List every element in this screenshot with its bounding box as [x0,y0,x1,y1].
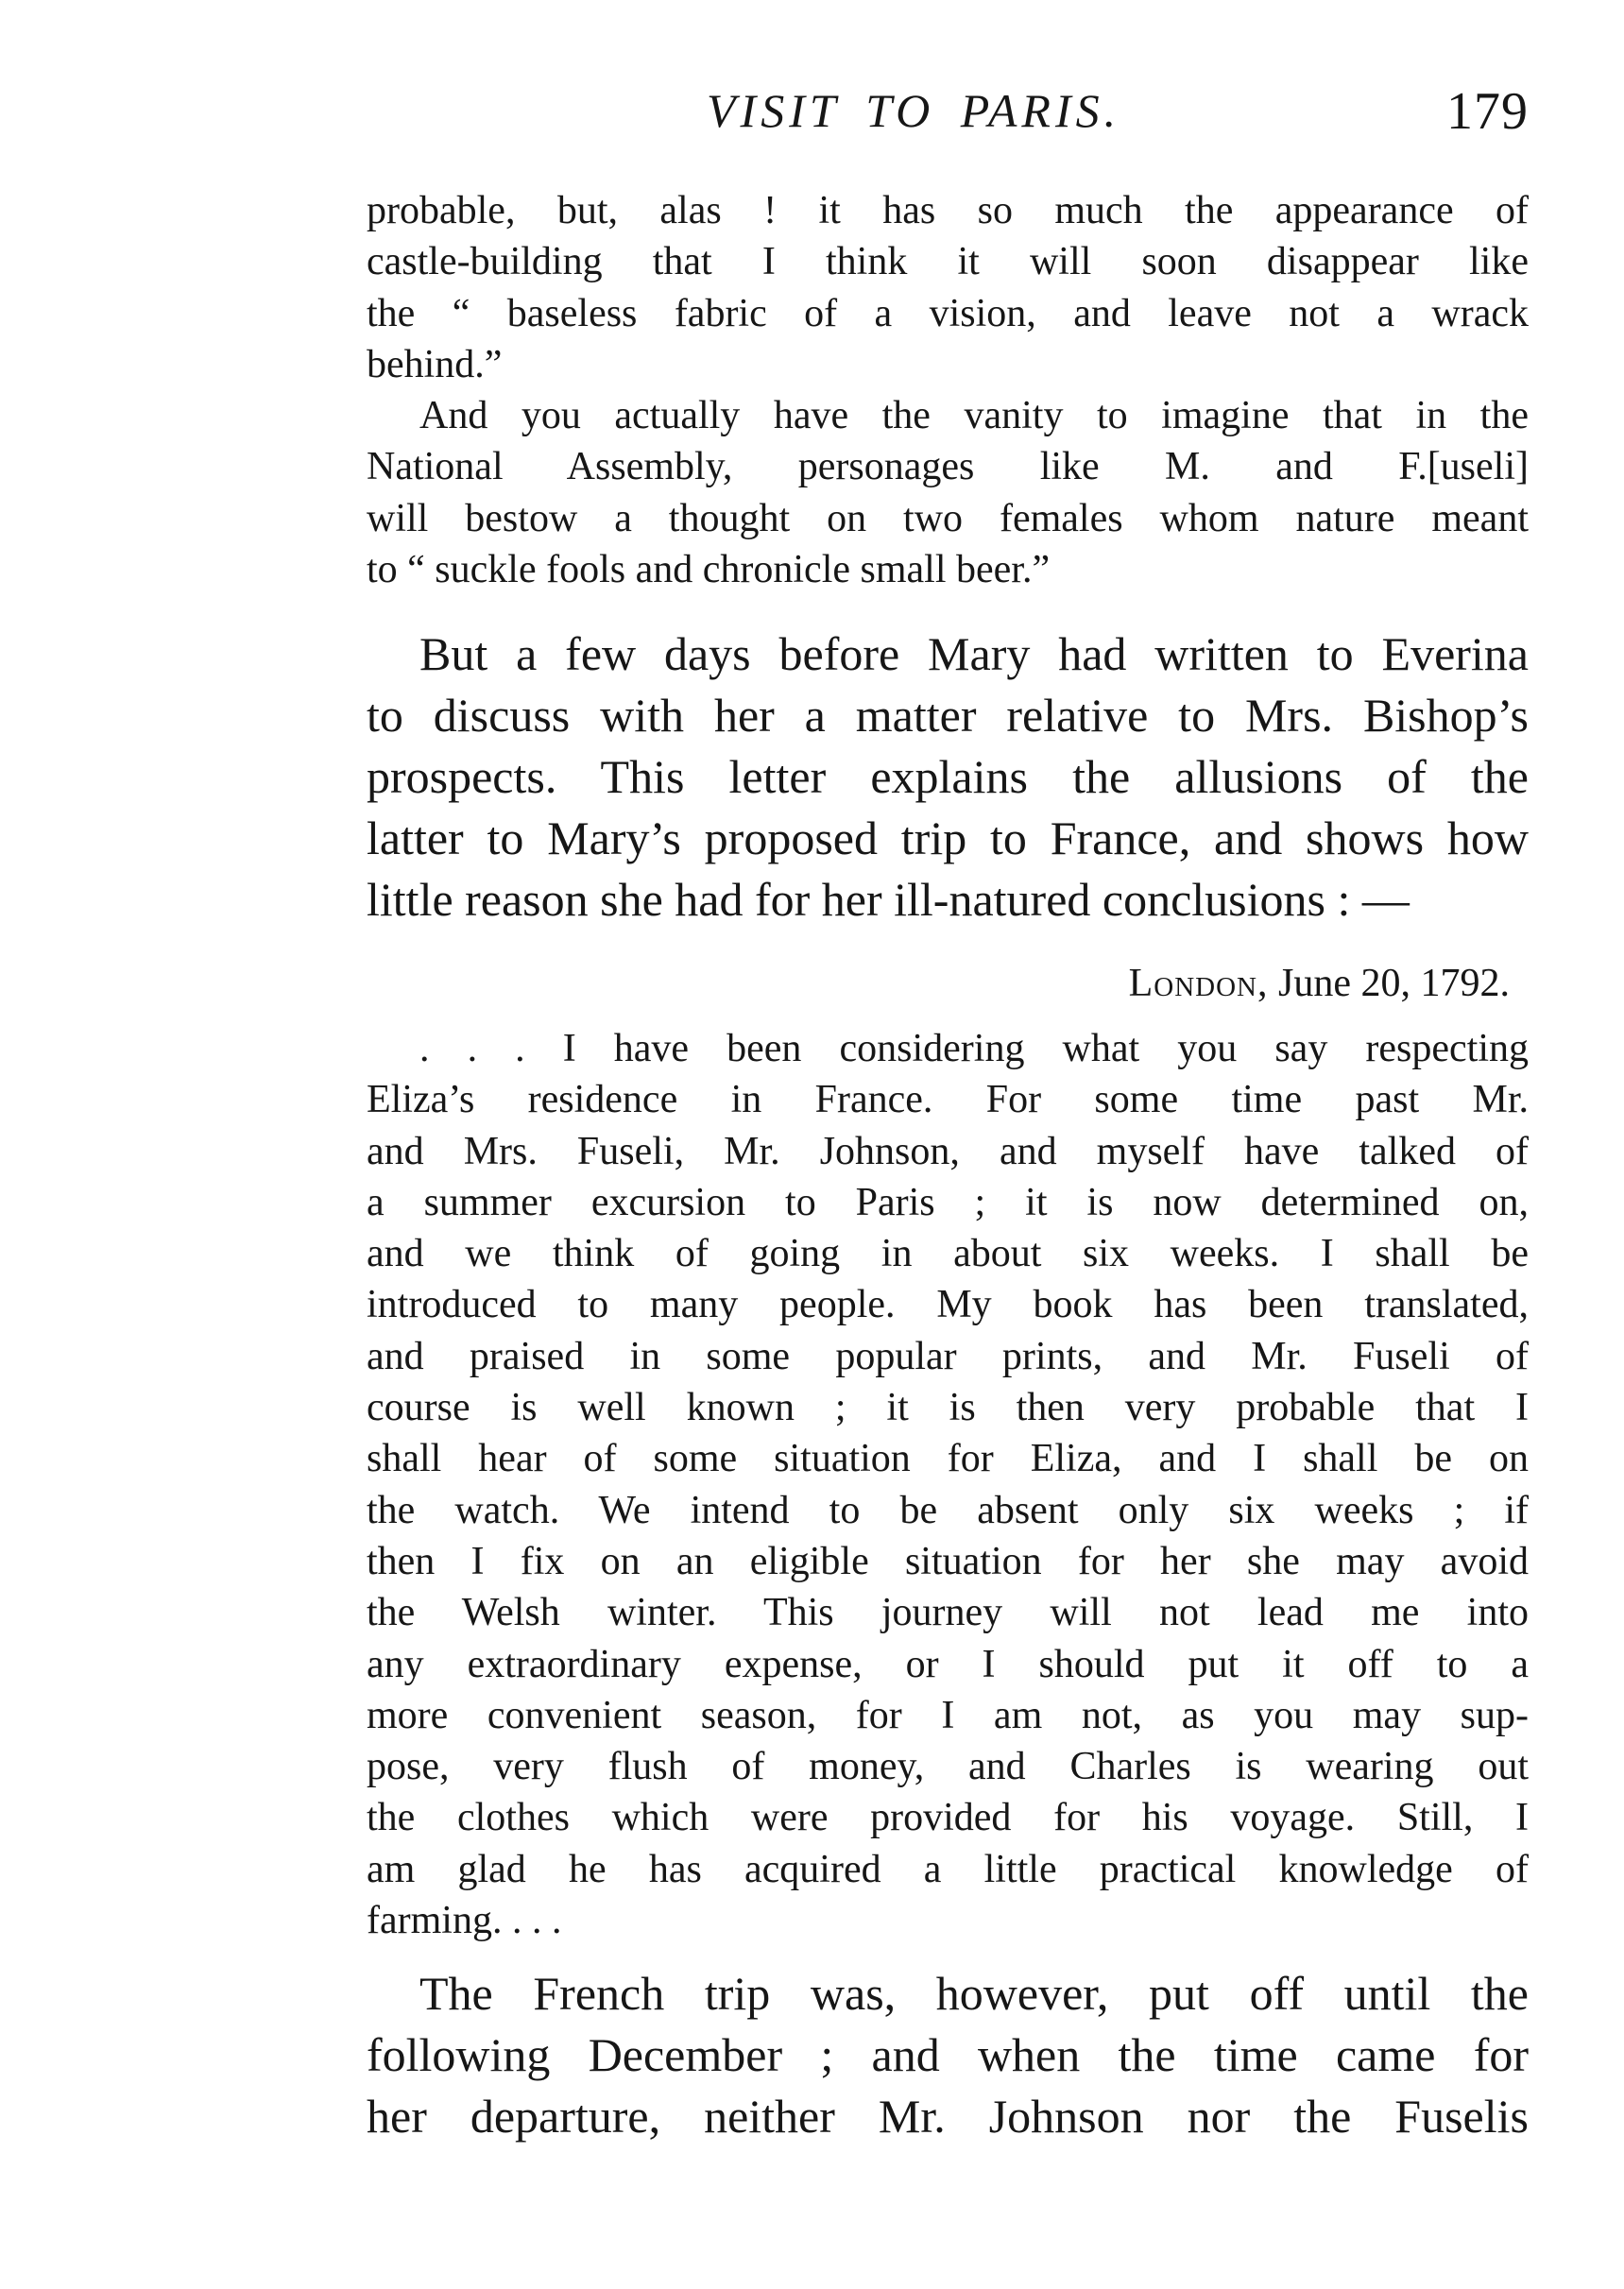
text-line: will bestow a thought on two females whom nature meant [367,496,1529,540]
page-header [367,83,1529,159]
text-line: little reason she had for her ill-natured conclusions : — [367,873,1410,926]
dateline-date: June 20, 1792. [1278,962,1510,1005]
letter-excerpt [367,1023,1529,1946]
page-number: 179 [1446,82,1529,141]
text-line: . . . I have been considering what you say respecting [419,1027,1529,1070]
text-line: am glad he has acquired a little practical knowledge of [367,1847,1529,1891]
narrative-paragraph-2 [367,1963,1529,2147]
text-line: a summer excursion to Paris ; it is now determined on, [367,1180,1529,1224]
letter-dateline [367,958,1510,1009]
dateline-place: London, [1128,962,1269,1005]
text-line: castle-building that I think it will soon disappear like [367,240,1529,284]
text-line: the Welsh winter. This journey will not lead me into [367,1591,1529,1635]
text-line: introduced to many people. My book has been translated, [367,1283,1529,1327]
text-line: the clothes which were provided for his voyage. Still, I [367,1796,1529,1840]
text-line: then I fix on an eligible situation for her she may avoid [367,1539,1529,1583]
text-line: more convenient season, for I am not, as you may sup- [367,1693,1529,1737]
text-line: behind.” [367,342,503,386]
text-line: following December ; and when the time came for [367,2028,1529,2081]
text-line: to discuss with her a matter relative to Mrs. Bishop’s [367,689,1529,742]
text-line: and we think of going in about six weeks. I shall be [367,1232,1529,1276]
text-line: pose, very flush of money, and Charles is wearing out [367,1745,1529,1789]
text-line: to “ suckle fools and chronicle small beer.” [367,548,1051,592]
text-line: any extraordinary expense, or I should put it off to a [367,1642,1529,1686]
text-line: prospects. This letter explains the allusions of the [367,750,1529,803]
quote-continuation [367,185,1529,595]
text-line: farming. . . . [367,1899,562,1943]
text-line: the watch. We intend to be absent only six weeks ; if [367,1488,1529,1532]
text-line: the “ baseless fabric of a vision, and leave not a wrack [367,291,1529,335]
running-title: VISIT TO PARIS. [707,84,1121,137]
text-line: shall hear of some situation for Eliza, and I shall be on [367,1437,1529,1481]
text-line: and praised in some popular prints, and Mr. Fuseli of [367,1334,1529,1378]
text-line: and Mrs. Fuseli, Mr. Johnson, and myself have talked of [367,1129,1529,1173]
narrative-paragraph-1 [367,623,1529,931]
text-line: probable, but, alas ! it has so much the appearance of [367,189,1529,232]
text-line: Eliza’s residence in France. For some time past Mr. [367,1078,1529,1122]
text-line: her departure, neither Mr. Johnson nor the Fuselis [367,2090,1529,2143]
text-line: And you actually have the vanity to imagine that in the [419,394,1529,438]
text-line: But a few days before Mary had written to Everina [419,627,1529,680]
text-line: latter to Mary’s proposed trip to France, and shows how [367,811,1529,864]
text-line: course is well known ; it is then very probable that I [367,1386,1529,1430]
text-line: The French trip was, however, put off until the [419,1967,1529,2020]
text-line: National Assembly, personages like M. and F.[useli] [367,445,1529,489]
